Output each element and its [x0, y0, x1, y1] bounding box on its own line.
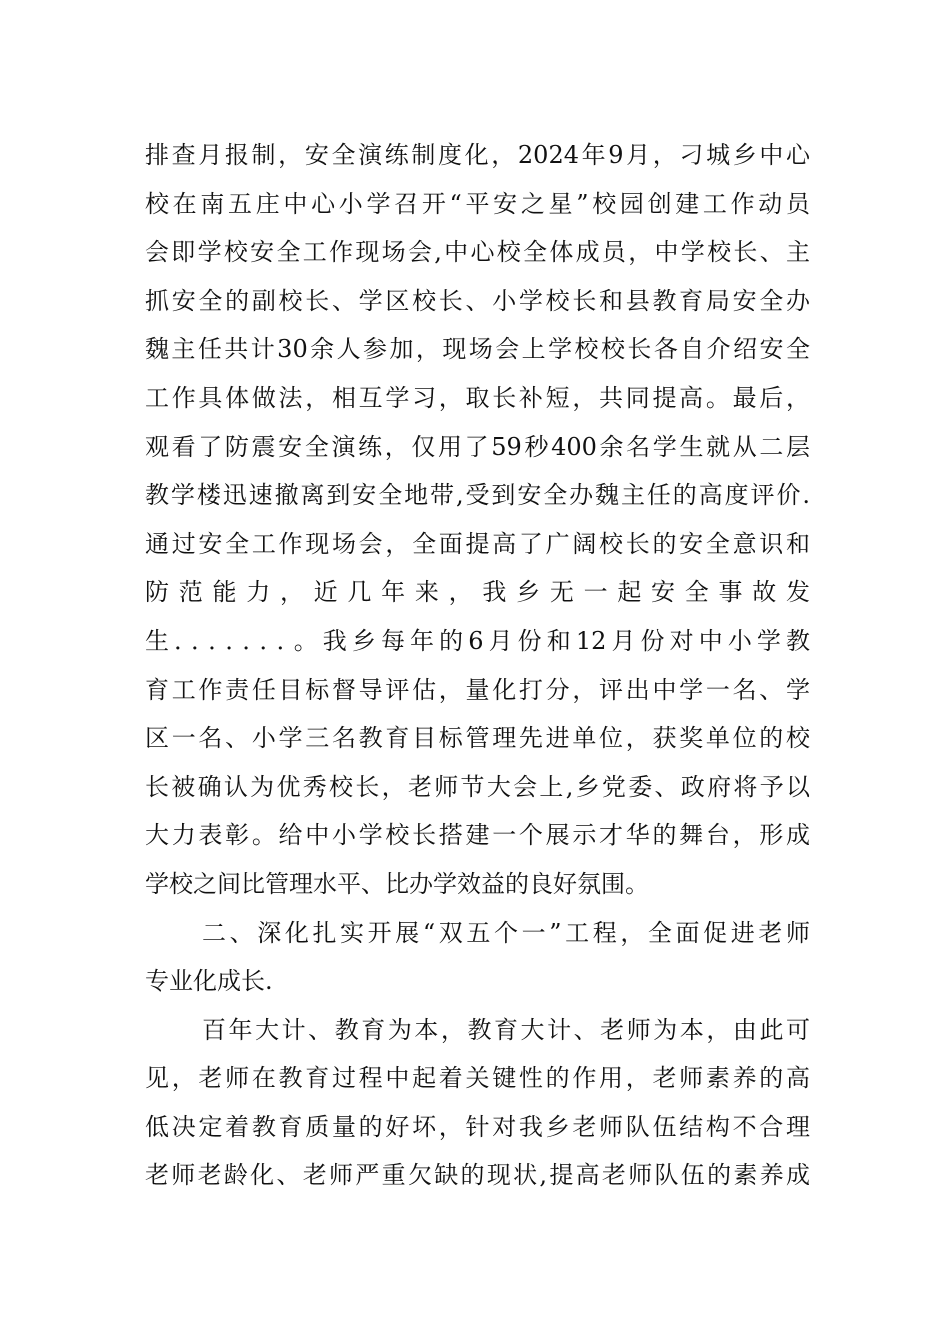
- text-line: 防范能力，近几年来，我乡无一起安全事故发: [145, 578, 810, 607]
- heading-line: 专业化成长.: [145, 967, 273, 996]
- document-body: [145, 131, 810, 1200]
- text-line: 大力表彰。给中小学校长搭建一个展示才华的舞台，形成: [145, 821, 810, 850]
- text-line: 通过安全工作现场会，全面提高了广阔校长的安全意识和: [145, 529, 810, 558]
- text-line: 会即学校安全工作现场会,中心校全体成员，中学校长、主: [145, 238, 810, 267]
- text-line: 排查月报制，安全演练制度化，2024年9月，刁城乡中心: [145, 141, 810, 169]
- text-line: 校在南五庄中心小学召开“平安之星”校园创建工作动员: [145, 189, 810, 218]
- text-line: 抓安全的副校长、学区校长、小学校长和县教育局安全办: [145, 286, 810, 315]
- text-line: 老师老龄化、老师严重欠缺的现状,提高老师队伍的素养成: [145, 1161, 810, 1190]
- text-line: 长被确认为优秀校长，老师节大会上,乡党委、政府将予以: [145, 772, 810, 801]
- text-line: 工作具体做法，相互学习，取长补短，共同提高。最后，: [145, 383, 810, 412]
- heading-line: 二、深化扎实开展“双五个一”工程，全面促进老师: [202, 918, 810, 947]
- text-line: 学校之间比管理水平、比办学效益的良好氛围。: [145, 869, 649, 898]
- text-line: 观看了防震安全演练，仅用了59秒400余名学生就从二层: [145, 432, 810, 461]
- paragraph-teacher-development: [145, 1006, 810, 1200]
- text-line: 见，老师在教育过程中起着关键性的作用，老师素养的高: [145, 1064, 810, 1093]
- text-line: 魏主任共计30余人参加，现场会上学校校长各自介绍安全: [145, 335, 810, 364]
- text-line: 教学楼迅速撤离到安全地带,受到安全办魏主任的高度评价.: [145, 481, 810, 510]
- text-line: 百年大计、教育为本，教育大计、老师为本，由此可: [202, 1015, 810, 1044]
- text-line: 生．．．．．．．。我乡每年的6月份和12月份对中小学教: [145, 626, 810, 655]
- text-line: 育工作责任目标督导评估，量化打分，评出中学一名、学: [145, 675, 810, 704]
- paragraph-safety-work: [145, 131, 810, 909]
- text-line: 低决定着教育质量的好坏，针对我乡老师队伍结构不合理: [145, 1112, 810, 1141]
- text-line: 区一名、小学三名教育目标管理先进单位，获奖单位的校: [145, 724, 810, 753]
- section-heading: [145, 909, 810, 1006]
